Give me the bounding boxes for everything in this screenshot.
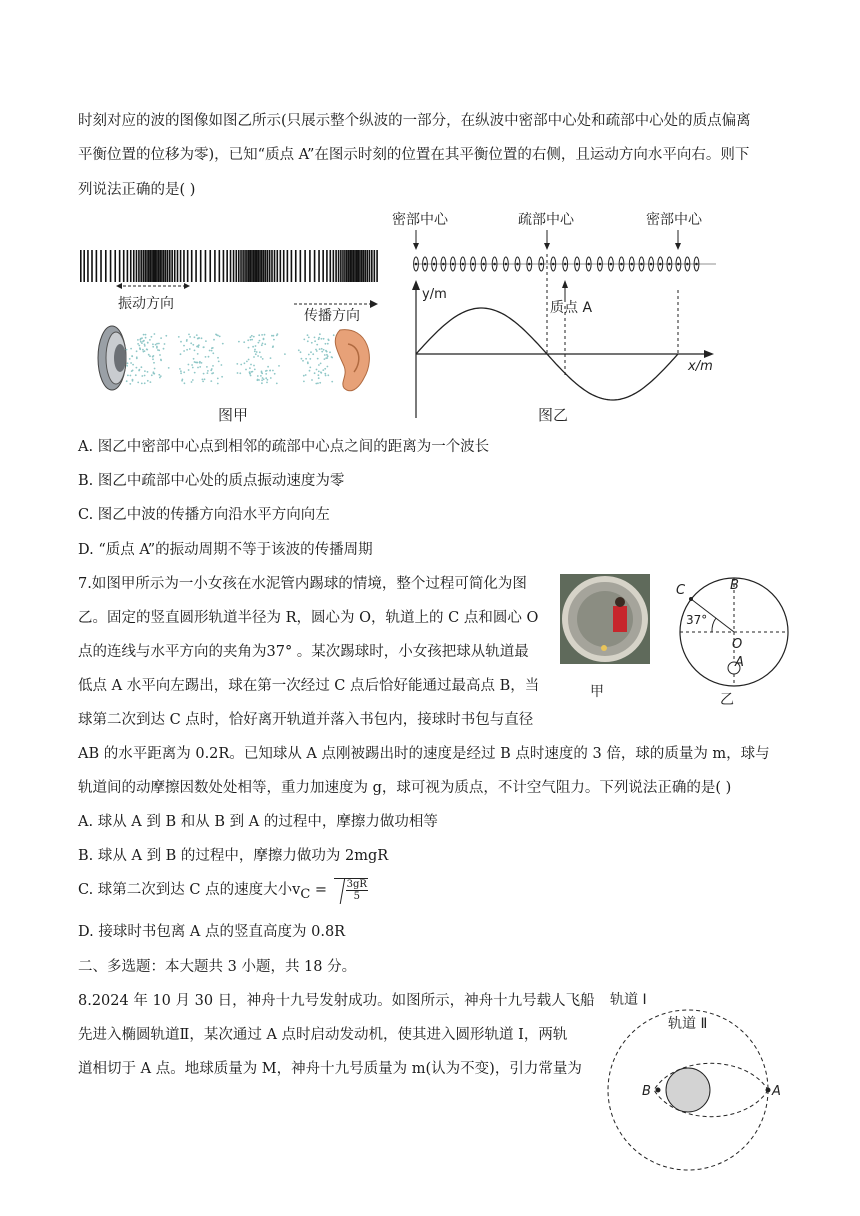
q7-yi-label: 乙 [720,692,734,707]
point-a-label: A [772,1084,781,1099]
speaker-icon [98,326,126,390]
q6-stem-line-1: 时刻对应的波的图像如图乙所示(只展示整个纵波的一部分，在纵波中密部中心处和疏部中心处的质点偏离 [78,113,751,129]
fraction [346,879,368,902]
q7-option-d: D. 接球时书包离 A 点的竖直高度为 0.8R [78,924,346,940]
angle-label: 37° [686,613,708,627]
air-particles [126,333,335,385]
q7-stem-line-7: 轨道间的动摩擦因数处处相等，重力加速度为 g，球可视为质点，不计空气阻力。下列说法正确的是( ) [78,780,732,796]
q7-stem-line-5: 球第二次到达 C 点时，恰好离开轨道并落入书包内，接球时书包与直径 [78,712,534,728]
q6-option-b: B. 图乙中疏部中心处的质点振动速度为零 [78,473,345,489]
q8-stem-line-2: 先进入椭圆轨道Ⅱ，某次通过 A 点时启动发动机，使其进入圆形轨道 Ⅰ，两轨 [78,1027,568,1043]
dense-center-label-2: 密部中心 [646,212,702,228]
q7-stem-line-2: 乙。固定的竖直圆形轨道半径为 R，圆心为 O，轨道上的 C 点和圆心 O [78,610,539,626]
fraction-numerator: 3gR [346,879,367,890]
q7-figure-yi [672,572,792,707]
dense-center-label-1: 密部中心 [392,212,448,228]
q7-stem-line-4: 低点 A 水平向左踢出，球在第一次经过 C 点后恰好能通过最高点 B，当 [78,678,540,694]
point-o-label: O [732,637,743,652]
fraction-denominator: 5 [353,891,360,902]
point-a-label: A [735,655,744,670]
q6-option-d: D. “质点 A”的振动周期不等于该波的传播周期 [78,542,373,558]
q8-stem-line-1: 8.2024 年 10 月 30 日，神舟十九号发射成功。如图所示，神舟十九号载人飞船 [78,993,595,1009]
propagation-direction-label: 传播方向 [304,308,360,324]
q7-option-b: B. 球从 A 到 B 的过程中，摩擦力做功为 2mgR [78,848,389,864]
particle-row [414,257,716,271]
vibration-direction-label: 振动方向 [118,296,174,312]
figure-yi-caption: 图乙 [538,406,569,424]
q6-stem-line-3: 列说法正确的是( ) [78,182,196,198]
orbit-1-label: 轨道 I [610,992,647,1008]
girl-figure [613,606,627,632]
q6-option-a: A. 图乙中密部中心点到相邻的疏部中心点之间的距离为一个波长 [78,439,490,455]
orbit-2-label: 轨道 Ⅱ [668,1016,708,1032]
x-axis-label: x/m [688,359,713,374]
q7-option-a: A. 球从 A 到 B 和从 B 到 A 的过程中，摩擦力做功相等 [78,814,438,830]
sound-wave-bars [80,250,378,282]
q8-stem-line-3: 道相切于 A 点。地球质量为 M，神舟十九号质量为 m(认为不变)，引力常量为 [78,1061,582,1077]
q7-stem-line-1: 7.如图甲所示为一小女孩在水泥管内踢球的情境，整个过程可简化为图 [78,576,527,592]
q7-figure-jia [560,574,680,704]
q7-stem-line-6: AB 的水平距离为 0.2R。已知球从 A 点刚被踢出时的速度是经过 B 点时速度的 3 倍，球的质量为 m，球与 [78,746,770,762]
figure-yi [390,206,730,428]
section-2-heading: 二、多选题：本大题共 3 小题，共 18 分。 [78,959,357,975]
point-b-label: B [642,1084,651,1099]
point-c-label: C [676,583,686,598]
ball-icon [601,645,607,651]
sqrt-symbol [334,878,368,902]
q8-orbit-figure [600,988,800,1178]
q6-option-c: C. 图乙中波的传播方向沿水平方向向左 [78,507,330,523]
q7-option-c-subscript: C [300,886,311,902]
point-a-label: 质点 A [550,300,593,316]
figure-jia-caption: 图甲 [218,406,249,424]
figure-jia [78,248,388,428]
q7-option-c-eq: = [310,882,332,898]
ear-icon [335,330,369,391]
q7-stem-line-3: 点的连线与水平方向的夹角为37° 。某次踢球时，小女孩把球从轨道最 [78,644,529,660]
y-axis-label: y/m [422,287,447,302]
q7-option-c-text: C. 球第二次到达 C 点的速度大小v [78,882,301,898]
q7-jia-label: 甲 [590,684,604,700]
sparse-center-label: 疏部中心 [518,212,574,228]
point-b-label: B [730,578,739,593]
q7-option-c [78,878,368,905]
earth-icon [666,1068,710,1112]
q6-stem-line-2: 平衡位置的位移为零)，已知“质点 A”在图示时刻的位置在其平衡位置的右侧，且运动方向水平向右。则下 [78,147,750,163]
